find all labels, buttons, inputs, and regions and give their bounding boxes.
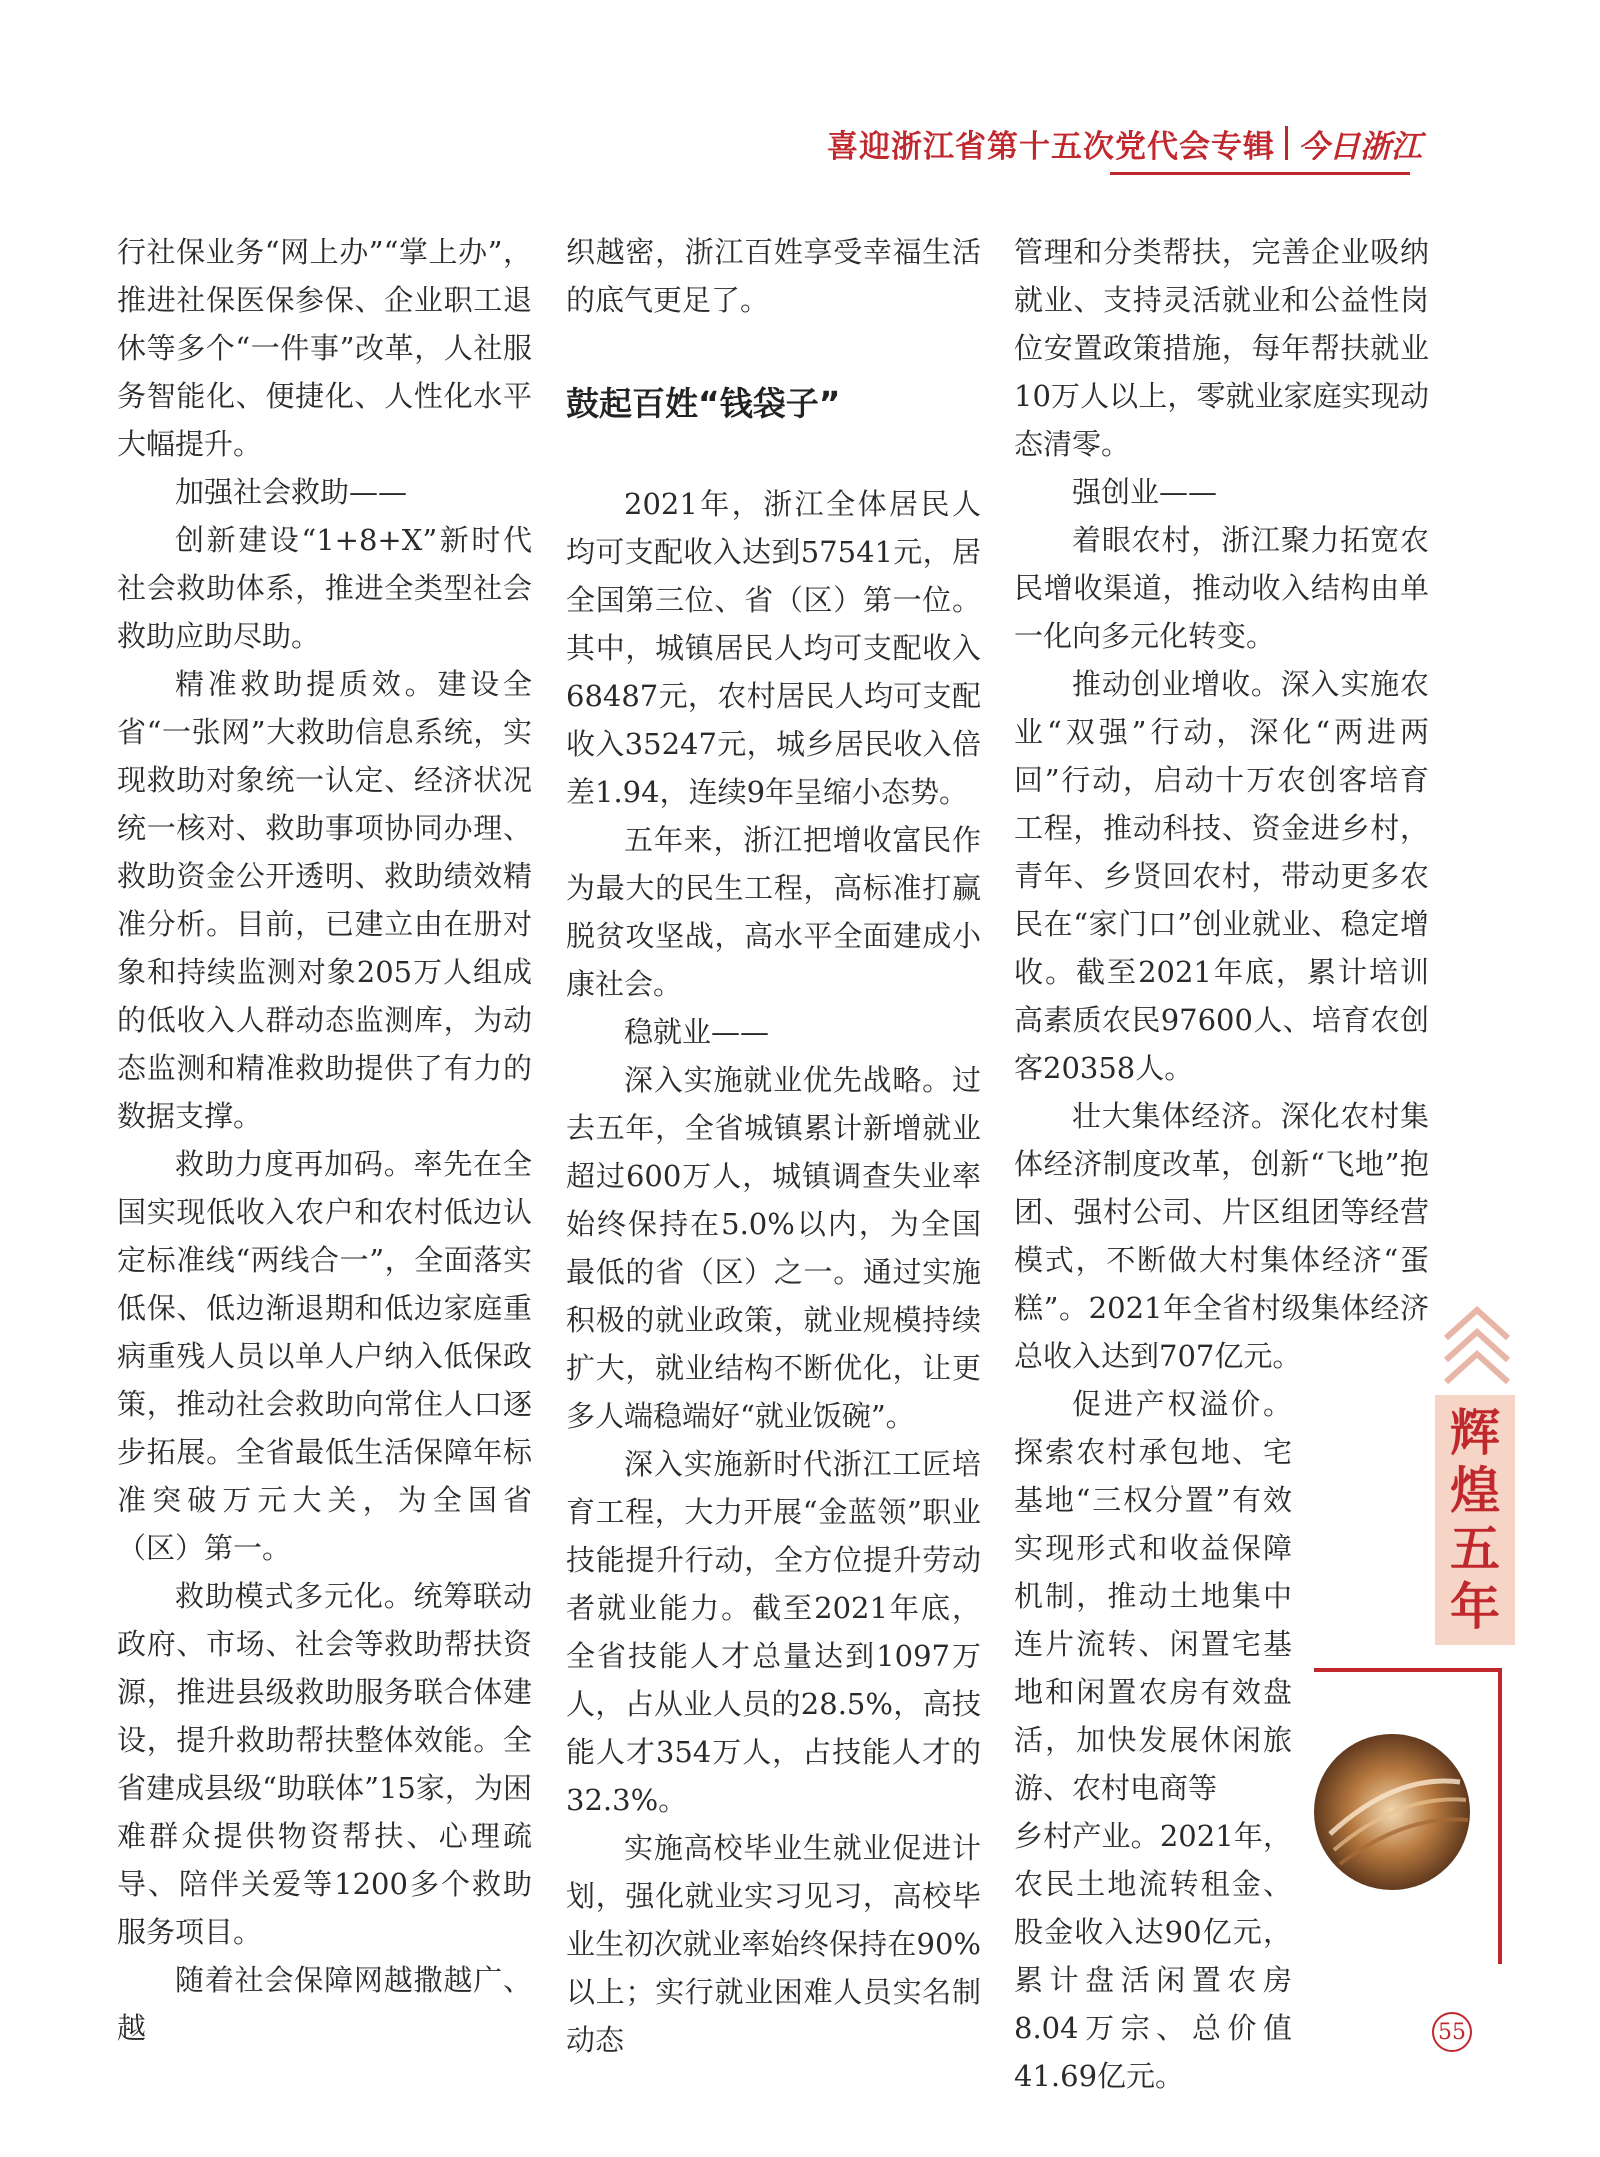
badge-char: 年 xyxy=(1450,1577,1500,1636)
paragraph: 救助力度再加码。率先在全国实现低收入农户和农村低边认定标准线“两线合一”，全面落实低保、低边渐退期和低边家庭重病重残人员以单人户纳入低保政策，推动社会救助向常住人口逐步拓展。全省最低生活保障年标准突破万元大关，为全国省（区）第一。 xyxy=(117,1147,532,1565)
paragraph: 织越密，浙江百姓享受幸福生活的底气更足了。 xyxy=(566,235,981,317)
subsection-label: 强创业—— xyxy=(1072,475,1218,509)
text-column-2 xyxy=(566,228,981,2064)
paragraph: 五年来，浙江把增收富民作为最大的民生工程，高标准打赢脱贫攻坚战，高水平全面建成小康社会。 xyxy=(566,823,981,1001)
paragraph: 行社保业务“网上办”“掌上办”，推进社保医保参保、企业职工退休等多个“一件事”改革，人社服务智能化、便捷化、人性化水平大幅提升。 xyxy=(117,235,532,461)
paragraph: 2021年，浙江全体居民人均可支配收入达到57541元，居全国第三位、省（区）第一位。其中，城镇居民人均可支配收入68487元，农村居民人均可支配收入35247元，城乡居民收入倍差1.94，连续9年呈缩小态势。 xyxy=(566,487,981,809)
magazine-logo: 今日浙江 xyxy=(1298,128,1422,165)
paragraph: 救助模式多元化。统筹联动政府、市场、社会等救助帮扶资源，推进县级救助服务联合体建设，提升救助帮扶整体效能。全省建成县级“助联体”15家，为困难群众提供物资帮扶、心理疏导、陪伴关爱等1200多个救助服务项目。 xyxy=(117,1579,532,1949)
column-title-badge xyxy=(1435,1395,1515,1645)
decorative-image xyxy=(1300,1664,1520,1964)
paragraph: 深入实施就业优先战略。过去五年，全省城镇累计新增就业超过600万人，城镇调查失业率始终保持在5.0%以内，为全国最低的省（区）之一。通过实施积极的就业政策，就业规模持续扩大，就业结构不断优化，让更多人端稳端好“就业饭碗”。 xyxy=(566,1063,981,1433)
badge-char: 辉 xyxy=(1450,1403,1500,1462)
badge-char: 五 xyxy=(1450,1519,1500,1578)
paragraph: 推动创业增收。深入实施农业“双强”行动，深化“两进两回”行动，启动十万农创客培育工程，推动科技、资金进乡村，青年、乡贤回农村，带动更多农民在“家门口”创业就业、稳定增收。截至2021年底，累计培训高素质农民97600人、培育农创客20358人。 xyxy=(1014,667,1429,1085)
header-divider xyxy=(1285,126,1288,160)
paragraph: 着眼农村，浙江聚力拓宽农民增收渠道，推动收入结构由单一化向多元化转变。 xyxy=(1014,523,1429,653)
paragraph: 促进产权溢价。探索农村承包地、宅基地“三权分置”有效实现形式和收益保障机制，推动土地集中连片流转、闲置宅基地和闲置农房有效盘活，加快发展休闲旅游、农村电商等 xyxy=(1014,1387,1292,1805)
paragraph: 管理和分类帮扶，完善企业吸纳就业、支持灵活就业和公益性岗位安置政策措施，每年帮扶就业10万人以上，零就业家庭实现动态清零。 xyxy=(1014,235,1429,461)
page-header xyxy=(827,118,1422,168)
page-number: 55 xyxy=(1432,2012,1472,2052)
chevron-up-icon xyxy=(1440,1290,1515,1390)
header-rule xyxy=(1110,172,1410,175)
paragraph: 创新建设“1+8+X”新时代社会救助体系，推进全类型社会救助应助尽助。 xyxy=(117,523,532,653)
section-heading: 鼓起百姓“钱袋子” xyxy=(566,384,841,423)
paragraph: 深入实施新时代浙江工匠培育工程，大力开展“金蓝领”职业技能提升行动，全方位提升劳动者就业能力。截至2021年底，全省技能人才总量达到1097万人，占从业人员的28.5%，高技能人才354万人，占技能人才的32.3%。 xyxy=(566,1447,981,1817)
badge-char: 煌 xyxy=(1450,1461,1500,1520)
subsection-label: 加强社会救助—— xyxy=(175,475,408,509)
paragraph: 乡村产业。2021年，农民土地流转租金、股金收入达90亿元，累计盘活闲置农房8.04万宗、总价值41.69亿元。 xyxy=(1014,1819,1292,2093)
text-column-1 xyxy=(117,228,532,2052)
paragraph: 精准救助提质效。建设全省“一张网”大救助信息系统，实现救助对象统一认定、经济状况统一核对、救助事项协同办理、救助资金公开透明、救助绩效精准分析。目前，已建立由在册对象和持续监测对象205万人组成的低收入人群动态监测库，为动态监测和精准救助提供了有力的数据支撑。 xyxy=(117,667,532,1133)
paragraph: 随着社会保障网越撒越广、越 xyxy=(117,1963,532,2045)
subsection-label: 稳就业—— xyxy=(624,1015,770,1049)
paragraph: 壮大集体经济。深化农村集体经济制度改革，创新“飞地”抱团、强村公司、片区组团等经营模式，不断做大村集体经济“蛋糕”。2021年全省村级集体经济总收入达到707亿元。 xyxy=(1014,1099,1429,1373)
paragraph: 实施高校毕业生就业促进计划，强化就业实习见习，高校毕业生初次就业率始终保持在90%以上；实行就业困难人员实名制动态 xyxy=(566,1831,981,2057)
header-title: 喜迎浙江省第十五次党代会专辑 xyxy=(827,128,1275,165)
